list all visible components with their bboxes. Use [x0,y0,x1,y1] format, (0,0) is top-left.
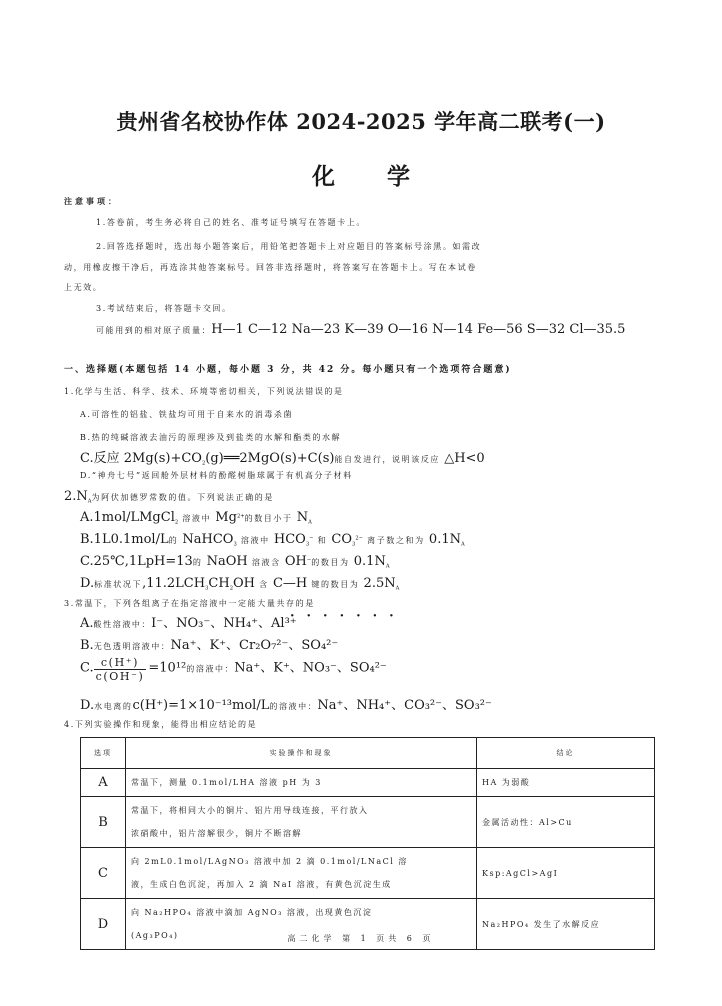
notes-heading: 注意事项： [64,196,119,206]
row-conclusion: Ksp:AgCl>AgI [477,848,655,899]
q3-option-c [80,656,387,683]
row-conclusion: HA 为弱酸 [477,769,655,797]
page-footer: 高二化学 第 1 页共 6 页 [287,934,435,943]
note-item-2-line-1: 2.回答选择题时，选出每小题答案后，用铅笔把答题卡上对应题目的答案标号涂黑。如需改 [96,242,482,251]
table-row [81,797,655,848]
q2-c-text-3: 的数目为 [311,558,350,567]
q2-d-formula-2: CH [208,576,230,591]
q3-c-prefix: C. [80,660,94,676]
row-operation-line-1: 常温下，测量 0.1mol/LHA 溶液 pH 为 3 [131,778,322,787]
q3-option-d [80,694,492,713]
col-conclusion: 结论 [477,738,655,769]
q2-d-prefix: D. [80,576,95,591]
q1-option-a: A.可溶性的铝盐、铁盐均可用于自来水的消毒杀菌 [80,410,294,419]
q2-d-value: 2.5N [363,576,396,591]
note-item-1: 1.答卷前，考生务必将自己的姓名、准考证号填写在答题卡上。 [96,218,367,227]
q3-a-text: 酸性溶液中： [93,620,152,629]
q2-option-b: B.1L0.1mol/L的 NaHCO$_3$ 溶液中 $HCO_3^-$ 和 $CO_3^{2-}$ 离子数之和为 $0.1N_A$ [80,532,465,548]
q3-d-formula: c(H⁺)=1×10⁻¹³mol/L [132,698,270,713]
atomic-mass-label: 可能用到的相对原子质量： [96,326,212,335]
emphasis-dots: ······· [290,609,406,624]
q2-b-text: 的 [168,536,179,545]
row-operation-line-1: 向 Na₂HPO₄ 溶液中滴加 AgNO₃ 溶液，出现黄色沉淀 [131,908,373,917]
q4-stem: 4.下列实验操作和现象，能得出相应结论的是 [64,720,258,729]
q2-b-text-3: 和 [317,536,328,545]
q2-d-formula-3: OH [233,576,256,591]
q3-c-ions: Na⁺、K⁺、NO₃⁻、SO₄²⁻ [234,660,387,676]
q1-stem: 1.化学与生活、科学、技术、环境等密切相关，下列说法错误的是 [64,387,344,396]
q3-c-fraction [94,656,147,683]
q1-option-d: D.“神舟七号”返回舱外层材料的酚醛树脂球属于有机高分子材料 [80,471,353,480]
q2-b-text-2: 溶液中 [240,536,270,545]
atomic-mass-line [96,322,625,337]
q2-c-base: NaOH [206,554,248,569]
q2-c-ion: OH [284,554,307,569]
q2-stem: $2.N_A$为阿伏加德罗常数的值。下列说法正确的是 [64,489,274,505]
q2-d-bond: C—H [272,576,308,591]
q3-c-text: 的溶液中： [186,664,235,674]
row-operation-line-1: 常温下，将相同大小的铜片、铝片用导线连接，平行放入 [131,806,369,815]
q2-b-formula: B.1L0.1mol/L [80,532,169,547]
row-option: C [81,848,126,899]
q2-a-text: 溶液中 [182,514,212,523]
q2-option-d: D.标准状况下$,11.2LCH_3CH_2OH$ 含 C—H 键的数目为 $2.5N_A$ [80,576,400,592]
q3-d-text: 水电离的 [94,702,133,711]
table-row [81,769,655,797]
table-header-row [81,738,655,769]
q2-a-ion: Mg [215,510,237,525]
q2-a-formula: A.1mol/LMgCl [80,510,175,525]
q2-c-value: 0.1N [353,554,386,569]
q3-d-text-2: 的溶液中： [269,702,318,711]
note-item-2-line-3: 上无效。 [64,283,103,292]
q3-c-numerator: c(H⁺) [94,656,147,670]
q2-option-a: A.1mol/LMgCl$_2$ 溶液中 $Mg^{2+}$的数目小于 $N_A$ [80,510,312,526]
col-option: 选项 [81,738,126,769]
q2-a-na: N [296,510,309,525]
q1-option-b: B.热的纯碱溶液去油污的原理涉及到盐类的水解和酯类的水解 [80,433,342,442]
subject-title: 化 学 [311,163,432,190]
q3-b-prefix: B. [80,638,94,653]
row-option: A [81,769,126,797]
q3-d-prefix: D. [80,698,95,713]
table-row [81,848,655,899]
q3-a-ions: I⁻、NO₃⁻、NH₄⁺、Al³⁺ [151,616,297,631]
row-operation-line-1: 向 2mL0.1mol/LAgNO₃ 溶液中加 2 滴 0.1mol/LNaCl 溶 [131,857,408,866]
atomic-mass-values: H—1 C—12 Na—23 K—39 O—16 N—14 Fe—56 S—32 Cl—35.5 [211,322,626,337]
q3-option-b [80,634,338,653]
row-operation-line-2: 浓硝酸中，铝片溶解很少，铜片不断溶解 [131,829,302,838]
q2-b-ion-1: HCO [273,532,306,547]
col-operation: 实验操作和现象 [126,738,477,769]
row-option: B [81,797,126,848]
q2-a-text-2: 的数目小于 [244,514,293,523]
row-operation [126,769,477,797]
q1-c-formula-1: C.反应 2Mg(s)+CO [80,451,202,466]
q2-stem-symbol: 2.N [64,489,88,504]
q3-c-equation: =10¹² [148,660,187,676]
row-operation [126,848,477,899]
q2-c-formula: C.25℃,1LpH=13 [80,554,193,569]
q3-b-ions: Na⁺、K⁺、Cr₂O₇²⁻、SO₄²⁻ [170,638,339,653]
q3-c-denominator: c(OH⁻) [95,670,145,683]
row-operation [126,797,477,848]
q3-a-prefix: A. [80,616,94,631]
q2-option-c: C.25℃,1LpH=13的 NaOH 溶液含 OH−的数目为 $0.1N_A$ [80,554,390,570]
exam-title: 贵州省名校协作体 2024-2025 学年高二联考(一) [116,109,606,134]
q2-b-ion-2: CO [331,532,353,547]
q2-c-text-2: 溶液含 [251,558,281,567]
row-conclusion: 金属活动性：Al>Cu [477,797,655,848]
q2-b-value: 0.1N [428,532,461,547]
q1-c-enthalpy: △H<0 [444,451,485,466]
section-heading: 一、选择题(本题包括 14 小题，每小题 3 分，共 42 分。每小题只有一个选项符合题意) [64,365,512,375]
q2-d-text-3: 键的数目为 [311,580,360,589]
q2-c-text: 的 [192,558,203,567]
note-item-2-line-2: 动，用橡皮擦干净后，再选涂其他答案标号。回答非选择题时，将答案写在答题卡上。写在本试卷 [64,263,477,272]
q3-b-text: 无色透明溶液中： [93,642,171,651]
row-operation-line-2: 液，生成白色沉淀，再加入 2 滴 NaI 溶液，有黄色沉淀生成 [131,880,392,889]
q3-option-a [80,612,297,631]
q3-d-ions: Na⁺、NH₄⁺、CO₃²⁻、SO₃²⁻ [317,698,492,713]
row-conclusion: Na₂HPO₄ 发生了水解反应 [477,899,655,950]
q1-c-text: 能自发进行，说明该反应 [334,455,441,464]
row-option: D [81,899,126,950]
q1-option-c: C.反应 $2Mg(s)+CO_2(g)══2MgO(s)+C(s)$能自发进行，说明该反应 △H<0 [80,451,485,467]
q2-stem-text: 为阿伏加德罗常数的值。下列说法正确的是 [91,493,274,502]
experiment-table [80,737,655,950]
q1-c-formula-2: (g)══2MgO(s)+C(s) [205,451,335,466]
q2-b-salt: NaHCO [182,532,234,547]
q2-b-text-4: 离子数之和为 [367,536,425,545]
q3-stem: 3.常温下，下列各组离子在指定溶液中一定能大量共存的是 [64,599,315,608]
q2-d-formula-1: ,11.2LCH [142,576,206,591]
q2-d-text-2: 含 [259,580,269,589]
q2-d-text: 标准状况下 [94,580,143,589]
row-operation-line-2: (Ag₃PO₄) [131,931,179,940]
note-item-3: 3.考试结束后，将答题卡交回。 [96,304,232,313]
